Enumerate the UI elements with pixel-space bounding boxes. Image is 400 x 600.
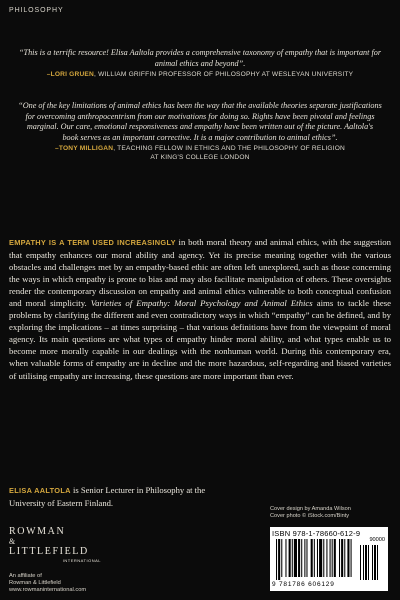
barcode-bar <box>289 539 291 577</box>
barcode-bar <box>314 539 315 577</box>
isbn-text: ISBN 978-1-78660-612-9 <box>272 529 361 538</box>
barcode-addon-bar <box>368 545 369 580</box>
price-code: 90000 <box>369 537 385 543</box>
cover-design-credit: Cover design by Amanda Wilson <box>270 506 351 512</box>
affiliate-line1: An affiliate of <box>9 573 42 579</box>
author-name: ELISA AALTOLA <box>9 486 71 495</box>
barcode-bar <box>292 539 293 577</box>
barcode-bar <box>339 539 340 577</box>
barcode-addon-bar <box>363 545 364 580</box>
author-bio-text: is Senior Lecturer in Philosophy at the University of Eastern Finland. <box>9 485 206 508</box>
barcode-bar <box>276 539 277 580</box>
author-bio <box>9 484 219 509</box>
barcode-bar <box>332 539 333 577</box>
description-part2: aims to tackle these problems by clarifying the different and even contradictory ways in which “empathy” can be defined, and by exploring the implications – at times surprising – that various definitions have from the viewpoint of moral agency. Its main questions are what types of empathy hinder moral ability, and what types enable us to become more morally capable in our dealings with the nonhuman world. During this contemporary era, when valuable forms of empathy are in decline and the more hazardous, self-regarding and biased varieties of utilising empathy are increasing, these questions are more important than ever. <box>9 298 392 381</box>
subject-label: PHILOSOPHY <box>9 7 64 14</box>
barcode-addon-bar <box>372 545 373 580</box>
barcode-bar <box>304 539 305 577</box>
barcode-bar <box>347 539 349 577</box>
barcode-bars <box>270 539 388 581</box>
cover-photo-credit: Cover photo © iStock.com/Binty <box>270 513 350 519</box>
quote-author-name: –TONY MILLIGAN <box>54 145 114 153</box>
barcode-bar <box>326 539 327 577</box>
barcode-bar <box>341 539 343 577</box>
barcode-bar <box>344 539 345 577</box>
barcode-bar <box>281 539 282 577</box>
barcode-box <box>270 527 388 591</box>
quote-attribution <box>18 144 382 162</box>
quote-attribution <box>18 70 382 79</box>
quote-author-affiliation-line2: AT KING'S COLLEGE LONDON <box>150 154 250 162</box>
barcode-bar <box>334 539 336 577</box>
book-title: Varieties of Empathy: Moral Psychology and Animal Ethics <box>90 298 313 309</box>
barcode-addon-bar <box>374 545 376 580</box>
barcode-bar <box>298 539 300 577</box>
affiliate-line2: Rowman & Littlefield <box>9 580 61 586</box>
barcode-addon-bar <box>377 545 378 580</box>
affiliate-website: www.rowmaninternational.com <box>9 587 87 593</box>
quote-author-name: –LORI GRUEN <box>46 71 94 79</box>
barcode-addon-bar <box>365 545 367 580</box>
barcode-addon-bar <box>360 545 361 580</box>
barcode-bar <box>294 539 297 577</box>
logo-line1: ROWMAN <box>9 526 66 537</box>
quote-author-affiliation: , TEACHING FELLOW IN ETHICS AND THE PHILOSOPHY OF RELIGION <box>113 145 346 153</box>
barcode-bar <box>278 539 280 580</box>
publisher-affiliate <box>9 573 86 594</box>
barcode-digits: 9 781786 606129 <box>272 581 335 588</box>
logo-line3: LITTLEFIELD <box>9 546 89 557</box>
publisher-logo <box>9 526 109 563</box>
logo-ampersand: & <box>9 537 17 546</box>
quote-text: “One of the key limitations of animal ethics has been the way that the available theories separate justifications for overcoming anthropocentrism from our motivations for doing so. Rights have been pivotal and feelings marginal. Our care, emotional responsiveness and empathy have been written out of the picture. Aaltola's book serves as an important corrective. It is a major contribution to animal ethics”. <box>18 101 382 142</box>
barcode-bar <box>301 539 302 577</box>
cover-credits <box>270 506 351 520</box>
book-description <box>9 236 391 382</box>
barcode-bar <box>351 539 352 577</box>
barcode-bar <box>330 539 331 577</box>
quote-text: “This is a terrific resource! Elisa Aaltola provides a comprehensive taxonomy of empathy that is important for animal ethics and beyond”. <box>18 48 382 68</box>
endorsement-quote <box>18 101 382 162</box>
endorsement-quote <box>18 48 382 79</box>
barcode-bar <box>285 539 286 577</box>
barcode-bar <box>306 539 307 577</box>
logo-line4: INTERNATIONAL <box>62 558 101 563</box>
quote-author-affiliation: , WILLIAM GRIFFIN PROFESSOR OF PHILOSOPHY AT WESLEYAN UNIVERSITY <box>94 71 354 79</box>
barcode-bar <box>311 539 313 577</box>
barcode-bar <box>319 539 322 577</box>
description-part1: in both moral theory and animal ethics, with the suggestion that empathy enhances our moral ability and agency. Yet its precise meaning together with the various obstacles and challenges met by an empathy-based ethic are often left unexplored, such as those concerning the ways in which empathy is prone to bias and may also facilitate manipulation of others. These oversights render the contemporary discussion on empathy and animal ethics vulnerable to both conceptual confusion and moral simplicity. <box>9 237 391 309</box>
barcode-bar <box>317 539 318 577</box>
description-lead: EMPATHY IS A TERM USED INCREASINGLY <box>9 238 176 247</box>
barcode-bar <box>323 539 324 577</box>
